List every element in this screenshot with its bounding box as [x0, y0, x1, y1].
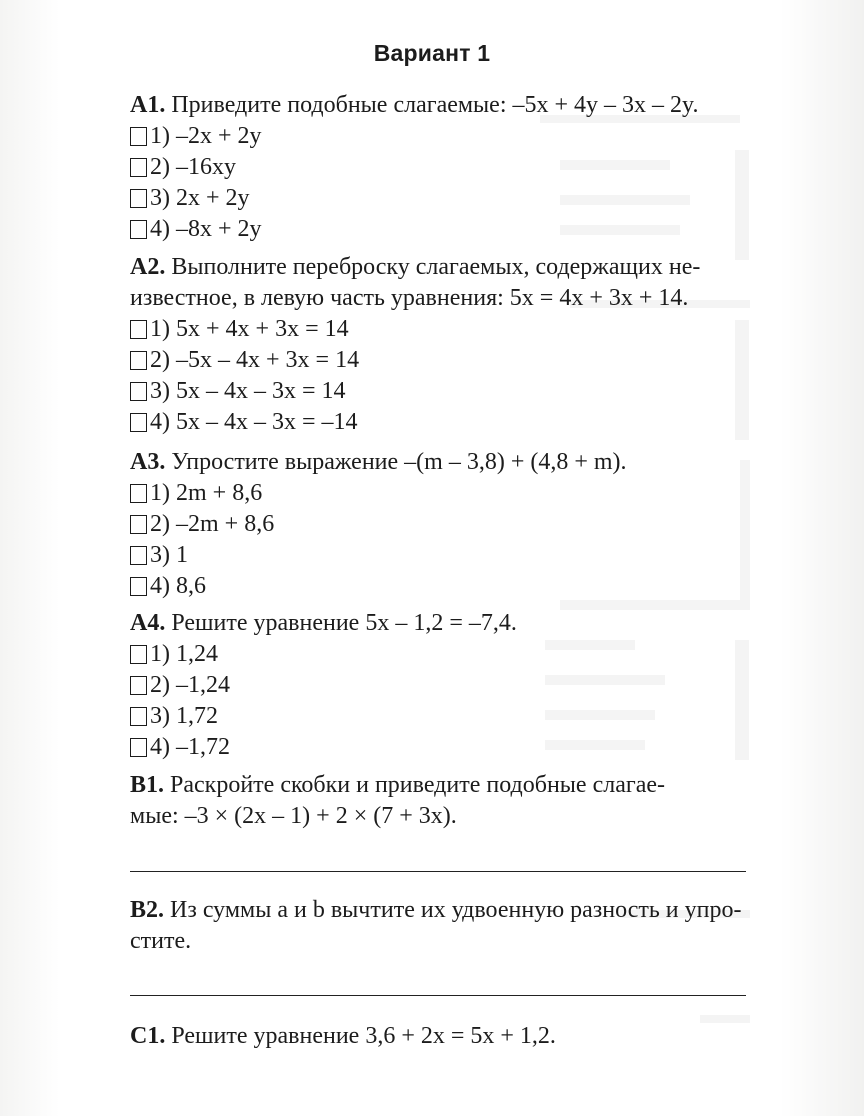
checkbox[interactable] [130, 351, 147, 370]
checkbox[interactable] [130, 707, 147, 726]
question-a3 [130, 447, 750, 602]
question-c1 [130, 1021, 750, 1052]
checkbox[interactable] [130, 413, 147, 432]
b2-answer-line[interactable] [130, 995, 746, 996]
option-a1-2[interactable]: 2) –16xy [130, 152, 750, 183]
checkbox[interactable] [130, 220, 147, 239]
option-a2-1[interactable]: 1) 5x + 4x + 3x = 14 [130, 314, 750, 345]
question-b1-text-line2: мые: –3 × (2x – 1) + 2 × (7 + 3x). [130, 803, 457, 829]
checkbox[interactable] [130, 577, 147, 596]
question-a1-text: Приведите подобные слагаемые: –5x + 4y – 3x – 2y. [171, 92, 699, 118]
checkbox[interactable] [130, 515, 147, 534]
question-b1-prompt [130, 770, 750, 832]
question-b2-text-line2: стите. [130, 928, 192, 954]
question-a3-label: A3. [130, 449, 166, 475]
question-c1-text: Решите уравнение 3,6 + 2x = 5x + 1,2. [171, 1023, 556, 1049]
option-a4-1[interactable]: 1) 1,24 [130, 639, 750, 670]
question-a1-prompt [130, 90, 750, 121]
checkbox[interactable] [130, 676, 147, 695]
question-a4-prompt [130, 608, 750, 639]
checkbox[interactable] [130, 382, 147, 401]
option-a4-2[interactable]: 2) –1,24 [130, 670, 750, 701]
option-a4-4[interactable]: 4) –1,72 [130, 732, 750, 763]
question-b2-prompt [130, 895, 750, 957]
checkbox[interactable] [130, 158, 147, 177]
option-a3-3[interactable]: 3) 1 [130, 540, 750, 571]
question-b2-text-line1: Из суммы a и b вычтите их удвоенную разность и упро- [170, 897, 742, 923]
question-a4 [130, 608, 750, 763]
checkbox[interactable] [130, 189, 147, 208]
question-b2-label: B2. [130, 897, 165, 923]
checkbox[interactable] [130, 320, 147, 339]
option-a3-4[interactable]: 4) 8,6 [130, 571, 750, 602]
checkbox[interactable] [130, 546, 147, 565]
question-b1-label: B1. [130, 772, 165, 798]
option-a2-4[interactable]: 4) 5x – 4x – 3x = –14 [130, 407, 750, 438]
checkbox[interactable] [130, 484, 147, 503]
question-c1-prompt [130, 1021, 750, 1052]
question-b2 [130, 895, 750, 957]
question-a2-label: A2. [130, 254, 166, 280]
question-a2-text-line1: Выполните переброску слагаемых, содержащих не- [171, 254, 701, 280]
question-c1-label: C1. [130, 1023, 166, 1049]
question-a2-text-line2: известное, в левую часть уравнения: 5x = 4x + 3x + 14. [130, 285, 689, 311]
question-b1-text-line1: Раскройте скобки и приведите подобные слагае- [170, 772, 665, 798]
checkbox[interactable] [130, 645, 147, 664]
option-a3-1[interactable]: 1) 2m + 8,6 [130, 478, 750, 509]
question-a4-text: Решите уравнение 5x – 1,2 = –7,4. [171, 610, 517, 636]
b1-answer-line[interactable] [130, 871, 746, 872]
option-a3-2[interactable]: 2) –2m + 8,6 [130, 509, 750, 540]
option-a1-4[interactable]: 4) –8x + 2y [130, 214, 750, 245]
option-a4-3[interactable]: 3) 1,72 [130, 701, 750, 732]
variant-title: Вариант 1 [373, 40, 491, 66]
question-a2 [130, 252, 750, 438]
option-a2-3[interactable]: 3) 5x – 4x – 3x = 14 [130, 376, 750, 407]
question-a2-prompt [130, 252, 750, 314]
checkbox[interactable] [130, 127, 147, 146]
question-a1-label: A1. [130, 92, 166, 118]
option-a1-1[interactable]: 1) –2x + 2y [130, 121, 750, 152]
question-a1 [130, 90, 750, 245]
checkbox[interactable] [130, 738, 147, 757]
question-b1 [130, 770, 750, 832]
question-a3-text: Упростите выражение –(m – 3,8) + (4,8 + m). [171, 449, 627, 475]
option-a2-2[interactable]: 2) –5x – 4x + 3x = 14 [130, 345, 750, 376]
question-a4-label: A4. [130, 610, 166, 636]
question-a3-prompt [130, 447, 750, 478]
option-a1-3[interactable]: 3) 2x + 2y [130, 183, 750, 214]
